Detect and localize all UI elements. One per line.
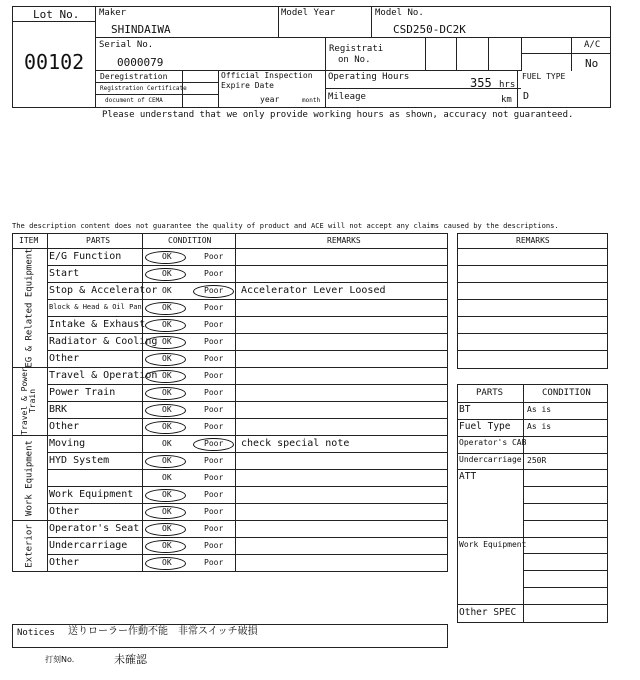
month-label: month [302, 97, 321, 104]
part-label: Radiator & Cooling [49, 335, 158, 347]
part-label: Undercarriage [49, 539, 128, 551]
poor-option: Poor [204, 370, 224, 380]
side-remarks-box [457, 233, 608, 369]
ok-option: OK [162, 319, 172, 329]
spec-condition-value: As is [527, 422, 552, 431]
poor-option: Poor [204, 302, 224, 312]
ok-option: OK [162, 251, 172, 261]
poor-selected-circle [193, 438, 234, 451]
remark-text: check special note [241, 437, 350, 449]
ok-option: OK [162, 455, 172, 465]
part-label: Intake & Exhaust [49, 318, 146, 330]
ok-option: OK [162, 387, 172, 397]
spec-part-label: Work Equipment [459, 540, 527, 549]
part-label: HYD System [49, 454, 110, 466]
year-label: year [260, 95, 280, 104]
poor-option: Poor [204, 404, 224, 414]
stamp-label: 打刻No. [45, 655, 75, 664]
ok-selected-circle [145, 336, 186, 349]
remarks-header: REMARKS [327, 236, 361, 245]
ok-option: OK [162, 336, 172, 346]
ok-selected-circle [145, 489, 186, 502]
spec-part-label: Fuel Type [459, 421, 511, 432]
operating-hours-value: 355 [470, 76, 492, 90]
ok-selected-circle [145, 319, 186, 332]
spec-condition-value: As is [527, 405, 552, 414]
model-no-label: Model No. [375, 8, 424, 18]
ok-selected-circle [145, 268, 186, 281]
poor-option: Poor [204, 319, 224, 329]
part-label: Block & Head & Oil Pan [49, 302, 142, 311]
maker-label: Maker [99, 8, 127, 18]
group-eg-related-equipment: EG & Related Equipment [23, 247, 34, 368]
poor-option: Poor [204, 455, 224, 465]
maker-value: SHINDAIWA [111, 23, 171, 36]
ok-option: OK [162, 472, 172, 482]
part-label: Other [49, 352, 80, 364]
ok-selected-circle [145, 421, 186, 434]
ok-selected-circle [145, 540, 186, 553]
poor-option: Poor [204, 268, 224, 278]
lot-label: Lot No. [33, 8, 80, 21]
group-exterior: Exterior [23, 523, 34, 568]
ok-option: OK [162, 404, 172, 414]
ac-value: No [585, 57, 599, 70]
model-no-value: CSD250-DC2K [393, 23, 466, 36]
spec-parts-header: PARTS [476, 388, 504, 398]
ok-selected-circle [145, 455, 186, 468]
registration-label-1: Registrati [329, 44, 384, 54]
part-label: Other [49, 556, 80, 568]
group-work-equipment: Work Equipment [23, 439, 34, 516]
parts-header: PARTS [86, 236, 111, 245]
poor-option: Poor [204, 489, 224, 499]
ok-option: OK [162, 370, 172, 380]
poor-option: Poor [204, 438, 224, 448]
part-label: Other [49, 420, 80, 432]
remark-text: Accelerator Lever Loosed [241, 284, 386, 296]
km-label: km [501, 95, 512, 105]
ok-option: OK [162, 506, 172, 516]
lot-number: 00102 [24, 50, 85, 74]
part-label: Moving [49, 437, 86, 449]
part-label: Power Train [49, 386, 116, 398]
ok-selected-circle [145, 404, 186, 417]
ok-option: OK [162, 421, 172, 431]
poor-option: Poor [204, 557, 224, 567]
poor-option: Poor [204, 387, 224, 397]
inspection-label-1: Official Inspection [221, 71, 313, 80]
spec-part-label: ATT [459, 471, 477, 482]
ok-selected-circle [145, 506, 186, 519]
model-year-label: Model Year [281, 8, 336, 18]
registration-label-2: on No. [338, 55, 371, 65]
ok-option: OK [162, 489, 172, 499]
ok-selected-circle [145, 251, 186, 264]
deregistration-label: Deregistration [100, 72, 168, 81]
notices-text: 送りローラー作動不能 非常スイッチ破損 [68, 626, 258, 637]
serial-label: Serial No. [99, 40, 154, 50]
spec-part-label: Operator's CAB [459, 438, 527, 447]
poor-option: Poor [204, 472, 224, 482]
spec-part-label: Undercarriage [459, 455, 522, 464]
condition-table [12, 233, 448, 572]
serial-value: 0000079 [117, 56, 164, 69]
ok-selected-circle [145, 370, 186, 383]
spec-part-label: Other SPEC [459, 607, 517, 618]
poor-option: Poor [204, 506, 224, 516]
ok-selected-circle [145, 353, 186, 366]
condition-header: CONDITION [168, 236, 212, 245]
poor-option: Poor [204, 285, 224, 295]
ok-option: OK [162, 540, 172, 550]
cema-label: document of CEMA [105, 97, 163, 104]
ok-option: OK [162, 268, 172, 278]
ok-option: OK [162, 438, 172, 448]
part-label: Work Equipment [49, 488, 134, 500]
ok-selected-circle [145, 523, 186, 536]
mileage-label: Mileage [328, 92, 366, 102]
ok-option: OK [162, 557, 172, 567]
item-header: ITEM [19, 236, 39, 245]
poor-option: Poor [204, 336, 224, 346]
spec-condition-header: CONDITION [542, 388, 591, 398]
ac-label: A/C [584, 40, 601, 50]
ok-option: OK [162, 353, 172, 363]
poor-option: Poor [204, 421, 224, 431]
spec-part-label: BT [459, 404, 471, 415]
poor-option: Poor [204, 523, 224, 533]
part-label: Start [49, 267, 80, 279]
fuel-type-label: FUEL TYPE [522, 72, 566, 81]
registration-certificate-label: Registration Certificate [100, 85, 187, 92]
ok-option: OK [162, 302, 172, 312]
poor-option: Poor [204, 251, 224, 261]
fuel-type-value: D [523, 91, 530, 102]
part-label: Stop & Accelerator [49, 284, 158, 296]
hours-note: Please understand that we only provide working hours as shown, accuracy not guaranteed. [102, 110, 574, 120]
ok-selected-circle [145, 387, 186, 400]
side-remarks-header: REMARKS [516, 236, 550, 245]
hrs-label: hrs [499, 80, 516, 90]
inspection-label-2: Expire Date [221, 81, 274, 90]
group-travel-power-train: Travel & Power Train [20, 367, 37, 435]
disclaimer: The description content does not guarantee the quality of product and ACE will not accept any claims caused by the descriptions. [12, 221, 559, 230]
spec-condition-value: 250R [527, 456, 547, 465]
part-label: BRK [49, 403, 68, 415]
stamp-value: 未確認 [114, 653, 147, 666]
ok-selected-circle [145, 557, 186, 570]
ok-option: OK [162, 285, 172, 295]
poor-selected-circle [193, 285, 234, 298]
poor-option: Poor [204, 540, 224, 550]
notices-label: Notices [17, 628, 55, 638]
part-label: Other [49, 505, 80, 517]
ok-option: OK [162, 523, 172, 533]
part-label: E/G Function [49, 250, 122, 262]
part-label: Travel & Operation [49, 369, 158, 381]
operating-hours-label: Operating Hours [328, 72, 410, 82]
ok-selected-circle [145, 302, 186, 315]
poor-option: Poor [204, 353, 224, 363]
part-label: Operator's Seat [49, 522, 140, 534]
